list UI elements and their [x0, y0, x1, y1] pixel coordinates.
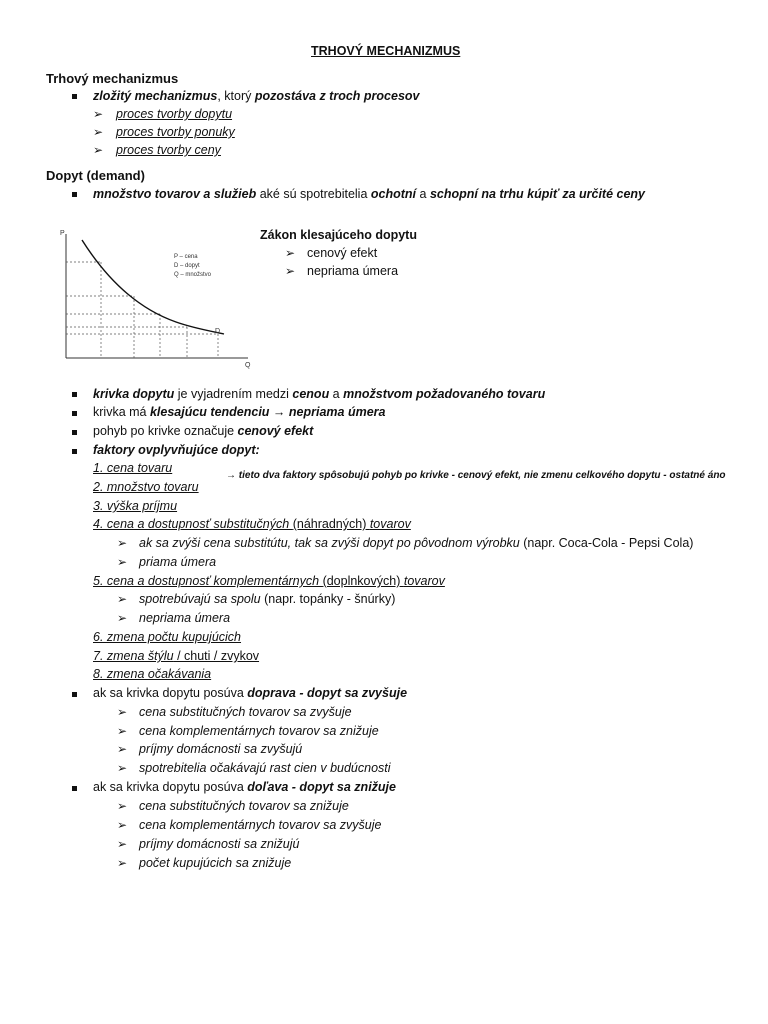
arrow-bullet-icon: ➢: [93, 107, 104, 121]
bullet-square: [72, 411, 77, 416]
left-shift-item: príjmy domácnosti sa znižujú: [139, 837, 300, 851]
section-heading-dopyt: Dopyt (demand): [46, 168, 145, 183]
law-heading: Zákon klesajúceho dopytu: [260, 228, 417, 242]
document-title: TRHOVÝ MECHANIZMUS: [311, 44, 461, 58]
arrow-bullet-icon: ➢: [117, 724, 128, 738]
bullet-pohyb: pohyb po krivke označuje cenový efekt: [93, 424, 314, 438]
factor-5-sub-1: spotrebúvajú sa spolu (napr. topánky - šnúrky): [139, 592, 396, 606]
bullet-square: [72, 392, 77, 397]
process-item-cena: proces tvorby ceny: [116, 143, 221, 157]
legend-item: Q – množstvo: [174, 272, 212, 278]
arrow-bullet-icon: ➢: [117, 611, 128, 625]
factor-4: 4. cena a dostupnosť substitučných (náhradných) tovarov: [93, 517, 411, 531]
bullet-square: [72, 449, 77, 454]
factor-8: 8. zmena očakávania: [93, 667, 212, 681]
section-heading-trhovy: Trhový mechanizmus: [46, 71, 179, 86]
arrow-bullet-icon: ➢: [117, 742, 128, 756]
factor-4-sub-1: ak sa zvýši cena substitútu, tak sa zvýši dopyt po pôvodnom výrobku (napr. Coca-Cola - Pepsi Cola): [139, 536, 694, 550]
factor-5: 5. cena a dostupnosť komplementárnych (doplnkových) tovarov: [93, 574, 445, 588]
arrow-bullet-icon: ➢: [93, 125, 104, 139]
bullet-krivka-dopytu: krivka dopytu je vyjadrením medzi cenou a množstvom požadovaného tovaru: [93, 387, 546, 401]
left-shift-item: počet kupujúcich sa znižuje: [139, 856, 292, 870]
factor-2: 2. množstvo tovaru: [93, 480, 199, 494]
factor-4-sub-2: priama úmera: [139, 555, 217, 569]
law-item-nepriama: nepriama úmera: [307, 264, 399, 278]
legend-item: D – dopyt: [174, 263, 200, 269]
arrow-bullet-icon: ➢: [117, 592, 128, 606]
arrow-bullet-icon: ➢: [285, 246, 296, 260]
process-item-dopyt: proces tvorby dopytu: [116, 107, 233, 121]
arrow-bullet-icon: ➢: [117, 555, 128, 569]
axis-y-label: P: [60, 230, 65, 237]
bullet-mnozstvo: množstvo tovarov a služieb aké sú spotrebitelia ochotní a schopní na trhu kúpiť za určité ceny: [93, 187, 645, 201]
right-shift-item: spotrebitelia očakávajú rast cien v budúcnosti: [139, 761, 391, 775]
bullet-square: [72, 430, 77, 435]
left-shift-item: cena substitučných tovarov sa znižuje: [139, 799, 349, 813]
bullet-square: [72, 692, 77, 697]
factor-5-sub-2: nepriama úmera: [139, 611, 231, 625]
bullet-square: [72, 94, 77, 99]
right-shift-item: cena komplementárnych tovarov sa znižuje: [139, 724, 379, 738]
factor-3: 3. výška príjmu: [93, 499, 178, 513]
right-shift-item: príjmy domácnosti sa zvyšujú: [139, 742, 303, 756]
demand-curve-graph: [56, 226, 256, 376]
arrow-bullet-icon: ➢: [117, 837, 128, 851]
bullet-klesajuca: krivka má klesajúcu tendenciu → nepriama úmera: [93, 405, 386, 419]
right-shift-item: cena substitučných tovarov sa zvyšuje: [139, 705, 352, 719]
arrow-bullet-icon: ➢: [117, 536, 128, 550]
arrow-bullet-icon: ➢: [117, 818, 128, 832]
factor-7: 7. zmena štýlu / chuti / zvykov: [93, 649, 260, 663]
axis-x-label: Q: [245, 362, 251, 369]
bullet-square: [72, 786, 77, 791]
factor-6: 6. zmena počtu kupujúcich: [93, 630, 242, 644]
arrow-bullet-icon: ➢: [117, 705, 128, 719]
left-shift-item: cena komplementárnych tovarov sa zvyšuje: [139, 818, 382, 832]
bullet-left-shift: ak sa krivka dopytu posúva doľava - dopyt sa znižuje: [93, 780, 396, 794]
arrow-bullet-icon: ➢: [117, 856, 128, 870]
bullet-zlozity: zložitý mechanizmus, ktorý pozostáva z troch procesov: [93, 89, 420, 103]
arrow-bullet-icon: ➢: [93, 143, 104, 157]
process-item-ponuka: proces tvorby ponuky: [116, 125, 235, 139]
curve-label: D: [215, 328, 221, 335]
law-item-cenovy: cenový efekt: [307, 246, 378, 260]
factor-1: 1. cena tovaru: [93, 461, 173, 475]
legend-item: P – cena: [174, 254, 198, 260]
arrow-bullet-icon: ➢: [285, 264, 296, 278]
arrow-bullet-icon: ➢: [117, 761, 128, 775]
arrow-bullet-icon: ➢: [117, 799, 128, 813]
factors-note: → tieto dva faktory spôsobujú pohyb po krivke - cenový efekt, nie zmenu celkového dopytu - ostatné áno: [226, 470, 726, 481]
demand-curve: [82, 240, 224, 334]
bullet-square: [72, 192, 77, 197]
bullet-faktory: faktory ovplyvňujúce dopyt:: [93, 443, 260, 457]
bullet-right-shift: ak sa krivka dopytu posúva doprava - dopyt sa zvyšuje: [93, 686, 408, 700]
